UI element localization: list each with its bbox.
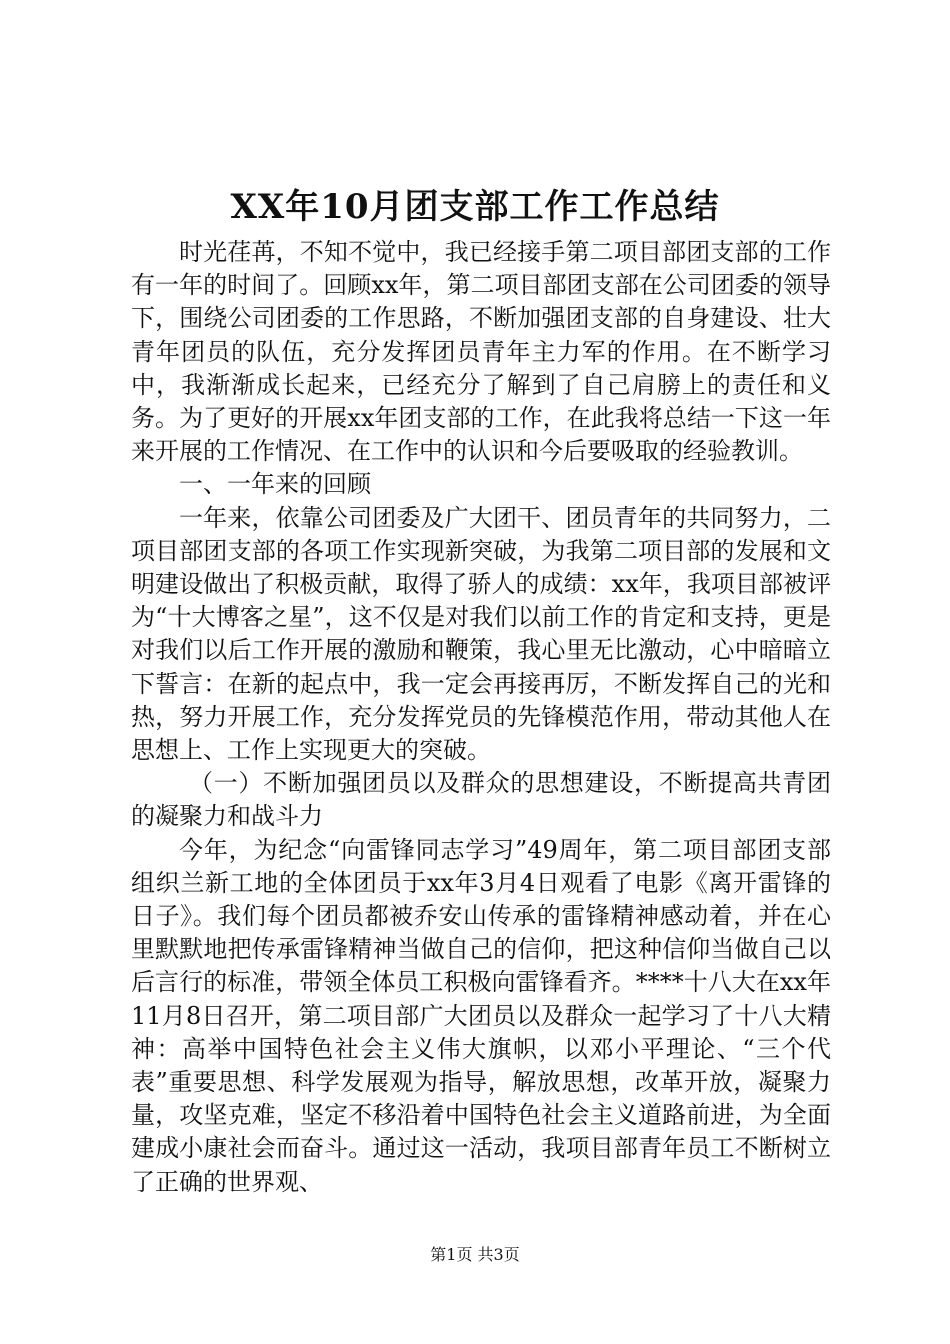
document-body — [131, 236, 831, 1199]
document-title: XX年10月团支部工作工作总结 — [230, 187, 720, 227]
section-heading-review: 一、一年来的回顾 — [179, 470, 371, 499]
intro-paragraph: 时光荏苒，不知不觉中，我已经接手第二项目部团支部的工作有一年的时间了。回顾xx年，第二项目部团支部在公司团委的领导下，围绕公司团委的工作思路，不断加强团支部的自身建设、壮大青年团员的队伍，充分发挥团员青年主力军的作用。在不断学习中，我渐渐成长起来，已经充分了解到了自己肩膀上的责任和义务。为了更好的开展xx年团支部的工作，在此我将总结一下这一年来开展的工作情况、在工作中的认识和今后要吸取的经验教训。 — [131, 238, 831, 466]
page-number-footer: 第1页 共3页 — [430, 1245, 520, 1264]
subsection-heading-ideology: （一）不断加强团员以及群众的思想建设，不断提高共青团的凝聚力和战斗力 — [131, 769, 831, 831]
review-paragraph: 一年来，依靠公司团委及广大团干、团员青年的共同努力，二项目部团支部的各项工作实现新突破，为我第二项目部的发展和文明建设做出了积极贡献，取得了骄人的成绩：xx年，我项目部被评为“十大博客之星”，这不仅是对我们以前工作的肯定和支持，更是对我们以后工作开展的激励和鞭策，我心里无比激动，心中暗暗立下誓言：在新的起点中，我一定会再接再厉，不断发挥自己的光和热，努力开展工作，充分发挥党员的先锋模范作用，带动其他人在思想上、工作上实现更大的突破。 — [131, 503, 831, 765]
ideology-paragraph: 今年，为纪念“向雷锋同志学习”49周年，第二项目部团支部组织兰新工地的全体团员于xx年3月4日观看了电影《离开雷锋的日子》。我们每个团员都被乔安山传承的雷锋精神感动着，并在心里默默地把传承雷锋精神当做自己的信仰，把这种信仰当做自己以后言行的标准，带领全体员工积极向雷锋看齐。****十八大在xx年11月8日召开，第二项目部广大团员以及群众一起学习了十八大精神：高举中国特色社会主义伟大旗帜，以邓小平理论、“三个代表”重要思想、科学发展观为指导，解放思想，改革开放，凝聚力量，攻坚克难，坚定不移沿着中国特色社会主义道路前进，为全面建成小康社会而奋斗。通过这一活动，我项目部青年员工不断树立了正确的世界观、 — [131, 835, 831, 1196]
